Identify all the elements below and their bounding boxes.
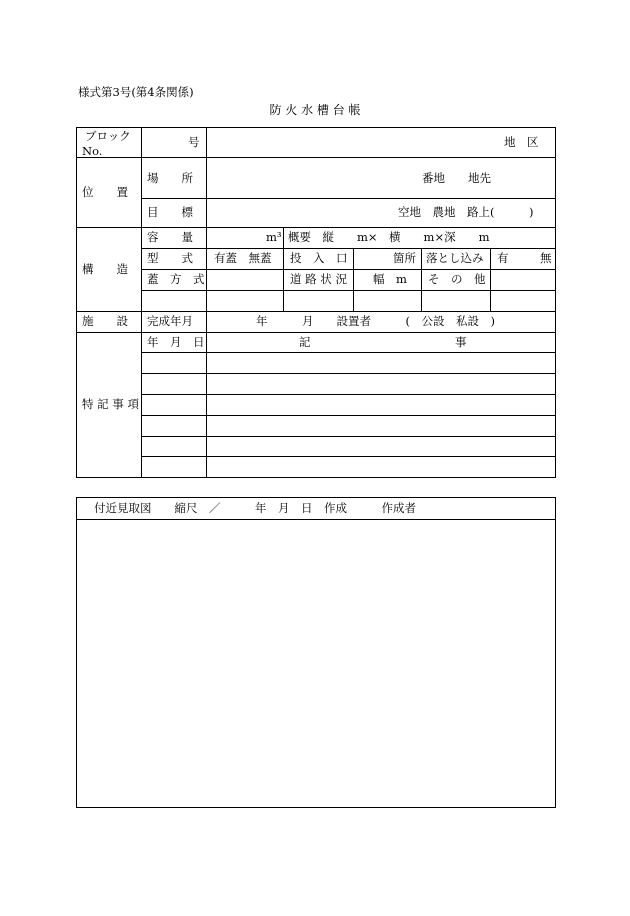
inlet-label: 投 入 口 [290,251,348,265]
position-label: 位 置 [82,185,128,199]
no-option: 無 [540,251,552,265]
record-header-ki: 記 [299,335,311,349]
place-label: 場 所 [147,171,193,185]
landmark-label: 目 標 [147,205,193,219]
facility-label: 施 設 [82,314,128,328]
road-label: 道 路 状 況 [290,272,347,286]
completed-label: 完成年月 [147,314,193,328]
block-label: ブロック [85,129,131,143]
date-header: 年 月 日 [147,335,205,349]
map-box-border [77,498,556,808]
district-label: 地 区 [504,135,539,149]
structure-label: 構 造 [82,262,128,276]
lid-label: 蓋 方 式 [147,272,205,286]
landmark-value: 空地 農地 路上( ) [398,205,534,219]
go-label: 号 [188,135,200,149]
record-header-ji: 事 [455,335,467,349]
type-label: 型 式 [147,251,193,265]
yes-option: 有 [497,251,509,265]
place-value: 番地 地先 [422,171,491,185]
places-label: 箇所 [393,251,416,265]
completed-value: 年 月 設置者 ( 公設 私設 ) [256,314,495,328]
dropin-label: 落とし込み [426,251,484,265]
page-title: 防 火 水 槽 台 帳 [269,103,361,117]
capacity-label: 容 量 [147,230,193,244]
special-notes-label: 特 記 事 項 [82,397,139,411]
type-value: 有蓋 無蓋 [214,251,272,265]
map-header: 付近見取図 縮尺 ／ 年 月 日 作成 作成者 [94,501,416,515]
other-label: そ の 他 [428,272,486,286]
road-width: 幅 m [373,272,407,286]
block-no-label: No. [82,144,103,158]
overview-dimensions: 概要 縦 m× 横 m×深 m [288,230,490,244]
form-number: 様式第3号(第4条関係) [78,85,194,99]
cubic-meter-unit: m³ [266,230,282,244]
